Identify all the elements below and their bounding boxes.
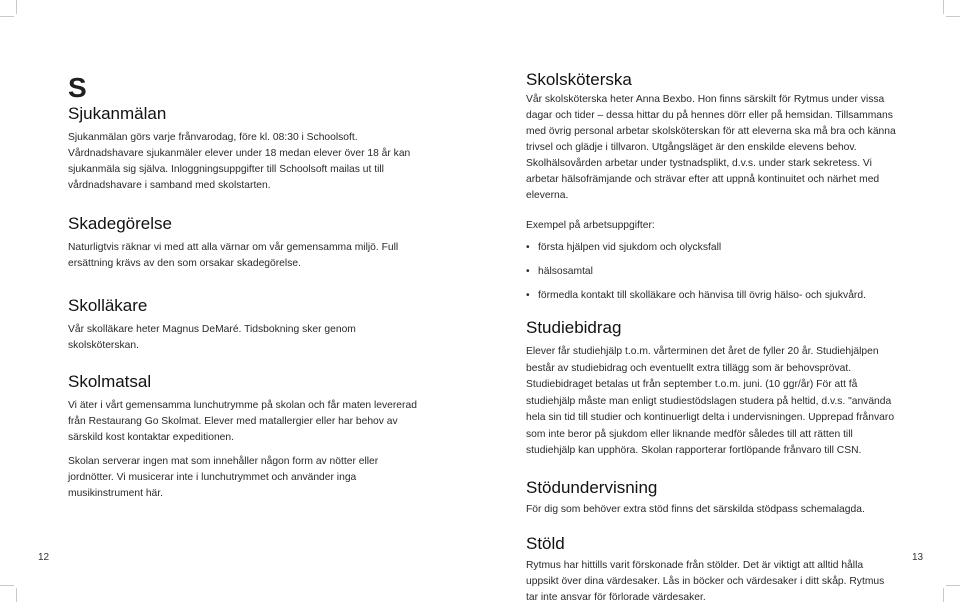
section-heading: Skadegörelse: [68, 214, 172, 233]
index-letter: S: [68, 72, 87, 103]
section-text: Elever får studiehjälp t.o.m. vårterminen det året de fyller 20 år. Studiehjälpen består av studiebidrag och eventuellt extra tillägg som är behovsprövat. Studiebidraget betalas ut från september t.o.m. juni. (10 ggr/år) För att få studiehjälp måste man enligt studiestödslagen studera på heltid, d.v.s. "använda hela sin tid till studier och kontinuerligt delta i undervisningen. Upprepad frånvaro som inte beror på sjukdom eller liknande medför således till att rätten till studiehjälp kan upphöra. Skolan rapporterar fortlöpande frånvaro till CSN.: [526, 346, 895, 456]
list-item: • första hjälpen vid sjukdom och olycksfall: [526, 240, 896, 256]
section-heading: Skolsköterska: [526, 70, 632, 89]
section-sjukanmalan: [68, 104, 424, 194]
crop-mark: [16, 588, 17, 602]
crop-mark: [943, 0, 944, 14]
crop-mark: [0, 16, 14, 17]
section-skadegorelse: [68, 214, 424, 272]
section-heading: Stöld: [526, 533, 565, 553]
crop-mark: [16, 0, 17, 14]
task-list: [526, 240, 896, 304]
section-stold: [526, 534, 896, 606]
list-item: • hälsosamtal: [526, 264, 896, 280]
section-text: Exempel på arbetsuppgifter:: [526, 220, 655, 231]
page-number: 13: [912, 552, 924, 563]
section-heading: Stödundervisning: [526, 477, 658, 497]
section-heading: Skolläkare: [68, 296, 148, 315]
section-stodundervisning: [526, 478, 896, 518]
section-heading: Skolmatsal: [68, 372, 152, 391]
section-text: För dig som behöver extra stöd finns det särskilda stödpass schemalagda.: [526, 503, 865, 515]
section-text: Rytmus har hittills varit förskonade från stölder. Det är viktigt att alltid hålla uppsikt över dina värdesaker. Lås in böcker och värdesaker i ditt skåp. Rytmus tar inte ansvar för förlorade värdesaker.: [526, 559, 885, 603]
right-page: [480, 0, 960, 602]
section-text: Vår skolsköterska heter Anna Bexbo. Hon finns särskilt för Rytmus under vissa dagar och tider – dessa hittar du på hennes dörr eller på hemsidan. Tillsammans med övrig personal arbetar skolsköterskan för att eleverna ska må bra och känna trivsel och glädje i tillvaron. Utgångsläget är den enskilde elevens behov. Skolhälsovården arbetar under tystnadsplikt, d.v.s. under stark sekretess. Vi arbetar hälsofrämjande och strävar efter att uppnå kontinuitet och närhet med eleverna.: [526, 94, 896, 201]
crop-mark: [943, 588, 944, 602]
section-text: Sjukanmälan görs varje frånvarodag, före kl. 08:30 i Schoolsoft. Vårdnadshavare sjukanmäler elever under 18 medan elever över 18 år kan sjukanmäla sig själva. Inloggningsuppgifter till Schoolsoft mailas ut till vårdnadshavare i samband med skolstarten.: [68, 132, 411, 191]
left-column: [68, 74, 424, 502]
crop-mark: [0, 585, 14, 586]
section-skolskoterska: [526, 70, 896, 304]
list-item: • förmedla kontakt till skolläkare och hänvisa till övrig hälso- och sjukvård.: [526, 288, 896, 304]
left-page: [0, 0, 480, 602]
section-studiebidrag: [526, 318, 896, 460]
page-number: 12: [38, 552, 50, 563]
crop-mark: [946, 585, 960, 586]
section-skollakare: [68, 296, 424, 354]
section-text: Naturligtvis räknar vi med att alla värnar om vår gemensamma miljö. Full ersättning krävs av den som orsakar skadegörelse.: [68, 242, 399, 269]
section-text: Vi äter i vårt gemensamma lunchutrymme på skolan och får maten levererad från Restaurang Go Skolmat. Elever med matallergier eller har behov av särskild kost kontaktar expeditionen.: [68, 400, 417, 443]
section-skolmatsal: [68, 372, 424, 502]
section-text: Vår skolläkare heter Magnus DeMaré. Tidsbokning sker genom skolsköterskan.: [68, 324, 356, 351]
right-column: [526, 70, 896, 606]
crop-mark: [946, 16, 960, 17]
section-heading: Sjukanmälan: [68, 104, 167, 123]
section-text: Skolan serverar ingen mat som innehåller någon form av nötter eller jordnötter. Vi musicerar inte i lunchutrymmet och använder inga musikinstrument här.: [68, 456, 379, 499]
section-heading: Studiebidrag: [526, 318, 622, 337]
